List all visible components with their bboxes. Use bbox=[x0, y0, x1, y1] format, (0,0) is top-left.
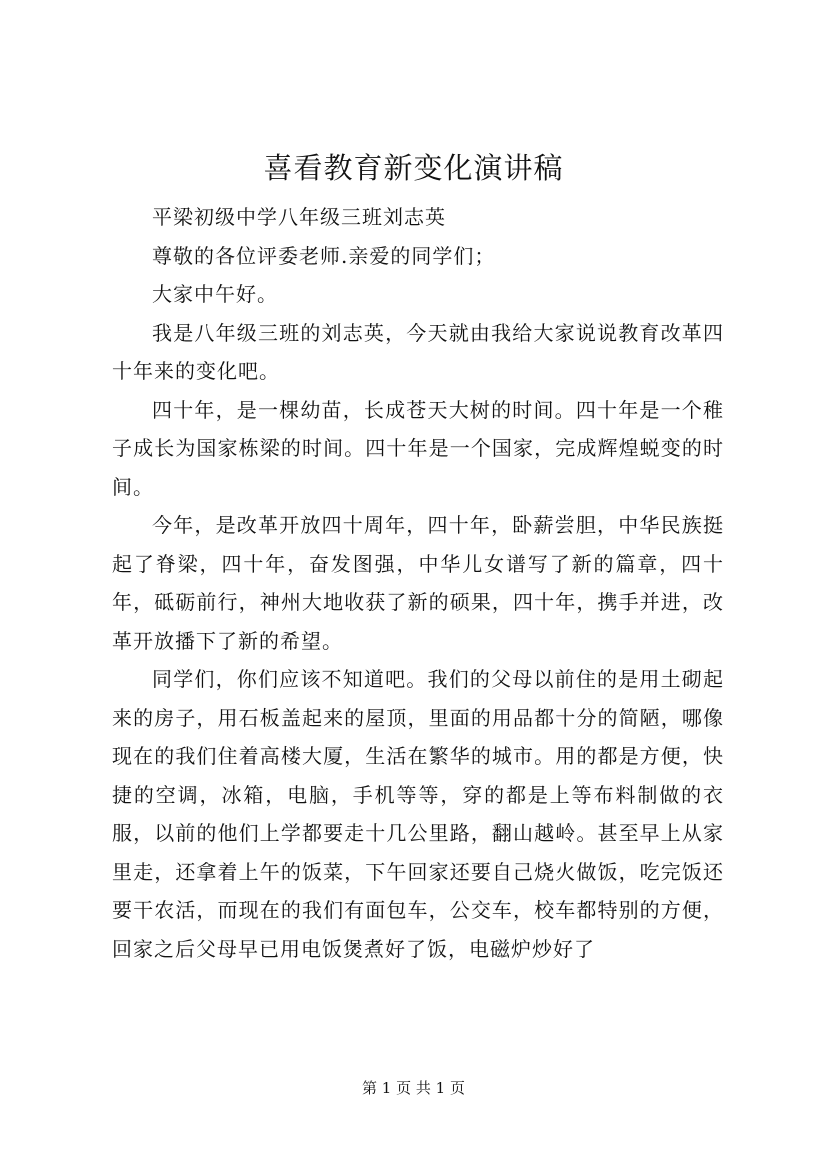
paragraph-parents: 同学们，你们应该不知道吧。我们的父母以前住的是用土砌起来的房子，用石板盖起来的屋顶，里面的用品都十分的简陋，哪像现在的我们住着高楼大厦，生活在繁华的城市。用的都是方便，快捷的空调，冰箱，电脑，手机等等，穿的都是上等布料制做的衣服，以前的他们上学都要走十几公里路，翻山越岭。甚至早上从家里走，还拿着上午的饭菜，下午回家还要自己烧火做饭，吃完饭还要干农活，而现在的我们有面包车，公交车，校车都特别的方便，回家之后父母早已用电饭煲煮好了饭，电磁炉炒好了 bbox=[112, 667, 724, 961]
paragraph-forty-years: 四十年，是一棵幼苗，长成苍天大树的时间。四十年是一个稚子成长为国家栋梁的时间。四十年是一个国家，完成辉煌蜕变的时间。 bbox=[112, 397, 724, 499]
document-title: 喜看教育新变化演讲稿 bbox=[263, 151, 564, 185]
author-line: 平梁初级中学八年级三班刘志英 bbox=[152, 205, 446, 229]
greeting-line: 大家中午好。 bbox=[152, 282, 278, 306]
salutation-line: 尊敬的各位评委老师.亲爱的同学们； bbox=[152, 243, 496, 268]
document-body bbox=[112, 198, 724, 968]
paragraph-reform: 今年，是改革开放四十周年，四十年，卧薪尝胆，中华民族挺起了脊梁，四十年，奋发图强，中华儿女谱写了新的篇章，四十年，砥砺前行，神州大地收获了新的硕果，四十年，携手并进，改革开放播下了新的希望。 bbox=[112, 513, 724, 653]
page-footer: 第 1 页 共 1 页 bbox=[362, 1079, 465, 1097]
paragraph-intro: 我是八年级三班的刘志英，今天就由我给大家说说教育改革四十年来的变化吧。 bbox=[112, 320, 724, 383]
